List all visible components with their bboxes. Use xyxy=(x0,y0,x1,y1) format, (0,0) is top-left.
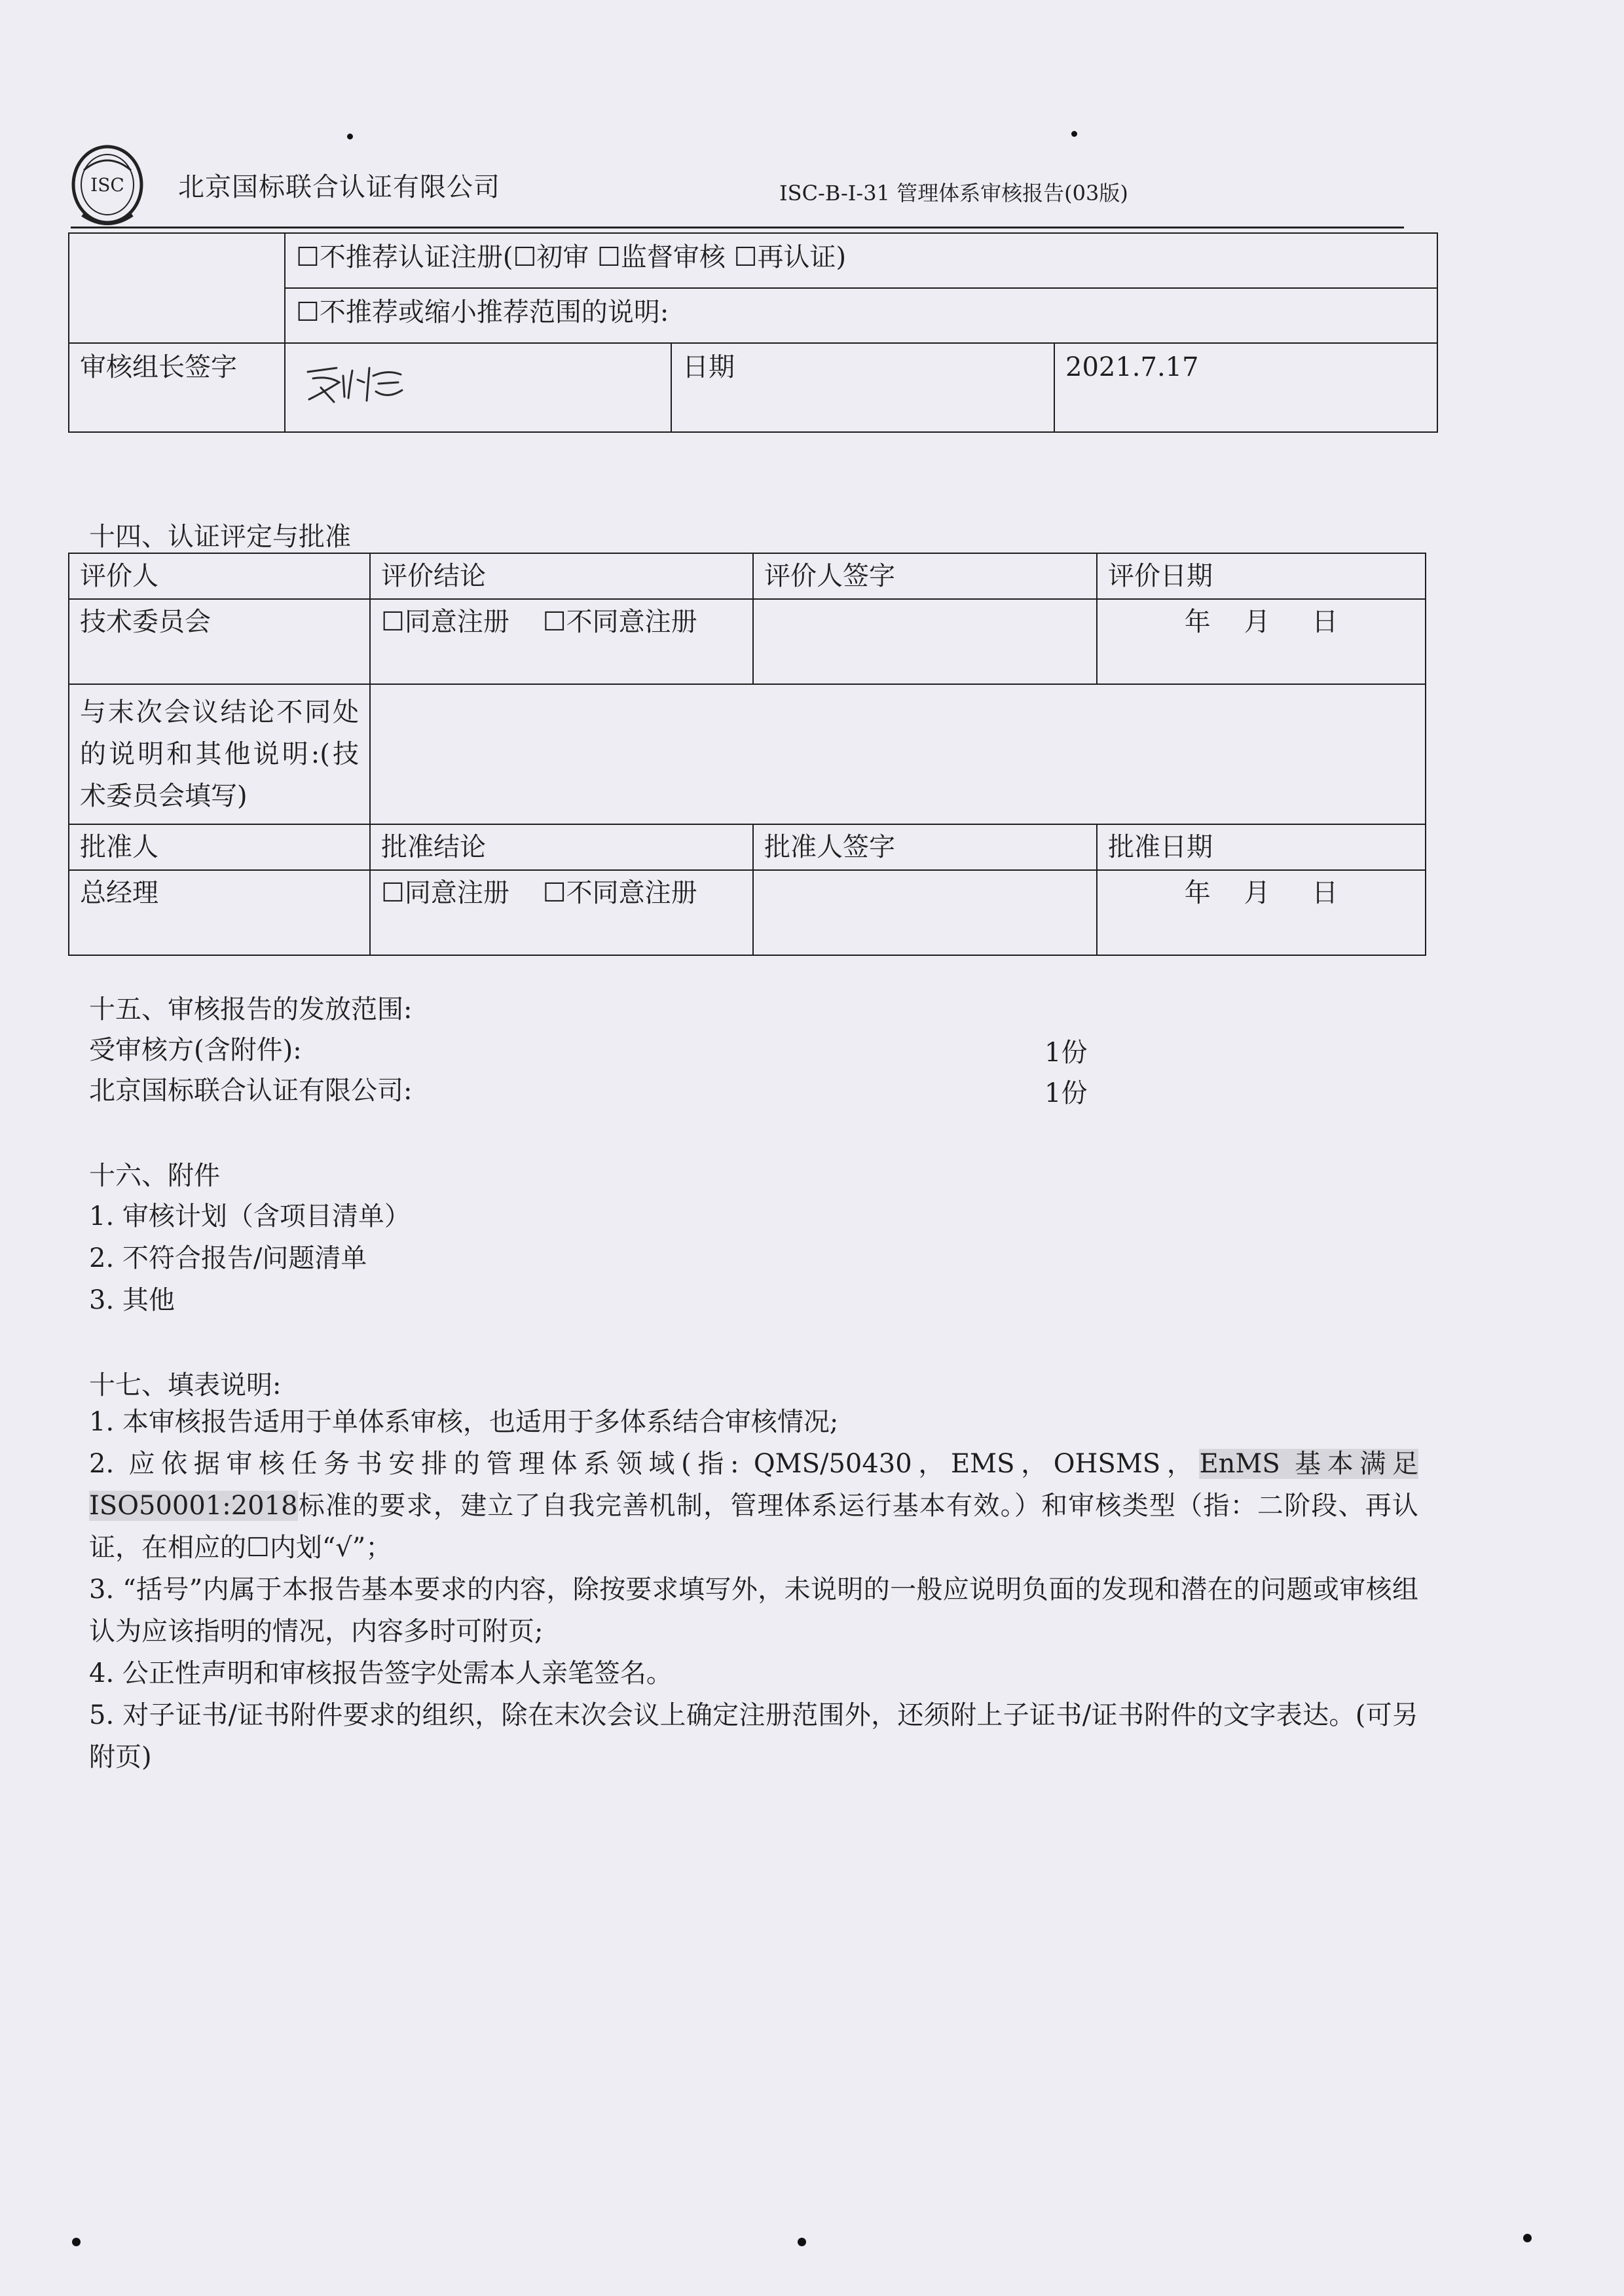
section-16-title: 十六、附件 xyxy=(89,1161,220,1191)
document-reference: ISC-B-I-31 管理体系审核报告(03版) xyxy=(779,181,1128,206)
header-approver-sign: 批准人签字 xyxy=(753,824,1097,870)
header-rule xyxy=(71,227,1404,228)
committee-conclusion xyxy=(370,599,753,684)
header-evaluator: 评价人 xyxy=(69,553,370,599)
evaluator-committee: 技术委员会 xyxy=(69,599,370,684)
company-name: 北京国标联合认证有限公司 xyxy=(178,172,500,202)
distribution-company-label: 北京国标联合认证有限公司: xyxy=(89,1076,413,1106)
committee-date[interactable]: 年 月 日 xyxy=(1097,599,1426,684)
binding-mark xyxy=(798,2238,806,2246)
svg-text:ISC: ISC xyxy=(90,174,124,196)
section-17-title: 十七、填表说明: xyxy=(89,1370,282,1400)
approver-sign-cell[interactable] xyxy=(753,870,1097,955)
agree-checkbox[interactable]: ☐同意注册 xyxy=(381,607,509,637)
binding-mark xyxy=(347,134,353,139)
diff-explanation-label: 与末次会议结论不同处的说明和其他说明:(技术委员会填写) xyxy=(69,684,370,824)
binding-mark xyxy=(72,2238,81,2246)
instructions-list xyxy=(89,1401,1418,1778)
leader-sign-label: 审核组长签字 xyxy=(69,343,285,432)
header-evaluator-sign: 评价人签字 xyxy=(753,553,1097,599)
date-value: 2021.7.17 xyxy=(1054,343,1437,432)
header-conclusion: 评价结论 xyxy=(370,553,753,599)
evaluation-approval-table xyxy=(68,553,1426,956)
distribution-company-count: 1份 xyxy=(1044,1078,1088,1108)
leader-signature xyxy=(303,356,407,409)
diff-explanation-cell[interactable] xyxy=(370,684,1426,824)
attachment-item: 1. 审核计划（含项目清单） xyxy=(89,1201,411,1231)
section-15-title: 十五、审核报告的发放范围: xyxy=(89,994,413,1025)
instruction-item: 1. 本审核报告适用于单体系审核，也适用于多体系结合审核情况; xyxy=(89,1407,839,1437)
attachment-item: 3. 其他 xyxy=(89,1285,175,1315)
distribution-auditee-label: 受审核方(含附件): xyxy=(89,1035,302,1065)
highlighted-text: EnMS 基本满足 ISO50001:2018 xyxy=(89,1449,1418,1521)
blank-cell xyxy=(69,233,285,343)
approver-gm: 总经理 xyxy=(69,870,370,955)
approval-date[interactable]: 年 月 日 xyxy=(1097,870,1426,955)
isc-logo-icon xyxy=(71,144,144,232)
binding-mark xyxy=(1071,131,1077,137)
not-recommend-explain[interactable]: ☐不推荐或缩小推荐范围的说明: xyxy=(285,288,1437,343)
header-approval-date: 批准日期 xyxy=(1097,824,1426,870)
binding-mark xyxy=(1523,2234,1532,2242)
instruction-item: 3. “括号”内属于本报告基本要求的内容，除按要求填写外，未说明的一般应说明负面的发现和潜在的问题或审核组认为应该指明的情况，内容多时可附页; xyxy=(89,1575,1418,1647)
approval-conclusion xyxy=(370,870,753,955)
approve-agree-checkbox[interactable]: ☐同意注册 xyxy=(381,878,509,908)
section-14-title: 十四、认证评定与批准 xyxy=(89,522,351,552)
instruction-item: 5. 对子证书/证书附件要求的组织，除在末次会议上确定注册范围外，还须附上子证书/证书附件的文字表达。(可另附页) xyxy=(89,1700,1418,1772)
approve-disagree-checkbox[interactable]: ☐不同意注册 xyxy=(542,878,697,908)
header-approval-conclusion: 批准结论 xyxy=(370,824,753,870)
instruction-item: 2. 应依据审核任务书安排的管理体系领域(指: QMS/50430，EMS，OHSMS，EnMS 基本满足 ISO50001:2018标准的要求，建立了自我完善机制，管理体系运行基本有效。）和审核类型（指：二阶段、再认证，在相应的☐内划“√”； xyxy=(89,1449,1418,1563)
committee-sign-cell[interactable] xyxy=(753,599,1097,684)
recommendation-table xyxy=(68,232,1438,433)
header-approver: 批准人 xyxy=(69,824,370,870)
attachment-item: 2. 不符合报告/问题清单 xyxy=(89,1243,367,1273)
date-label: 日期 xyxy=(671,343,1054,432)
header-eval-date: 评价日期 xyxy=(1097,553,1426,599)
instruction-item: 4. 公正性声明和审核报告签字处需本人亲笔签名。 xyxy=(89,1658,673,1688)
distribution-auditee-count: 1份 xyxy=(1044,1038,1088,1068)
disagree-checkbox[interactable]: ☐不同意注册 xyxy=(542,607,697,637)
not-recommend-option[interactable]: ☐不推荐认证注册(☐初审 ☐监督审核 ☐再认证) xyxy=(285,233,1437,288)
